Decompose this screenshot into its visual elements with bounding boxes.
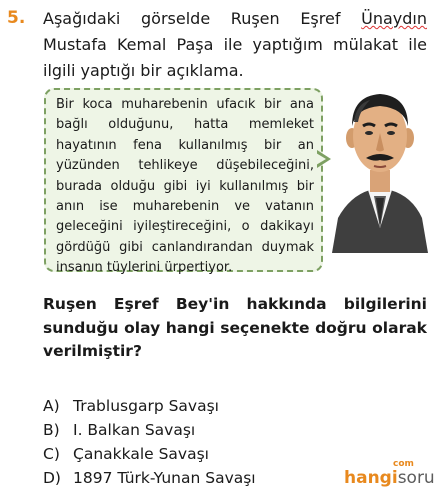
option-text: I. Balkan Savaşı [73,421,196,439]
option-text: Çanakkale Savaşı [73,445,209,463]
option-letter: B) [43,421,60,439]
brand-part: com [393,459,414,469]
option-text: 1897 Türk-Yunan Savaşı [73,469,256,487]
question-stem [43,6,427,84]
quote-line: yüzünden tehlikeye düşebileceğini, [56,158,314,174]
quote-line: anın ise muharebenin ve vatanın [56,198,314,214]
option-c[interactable] [43,442,343,466]
prompt-line: sunduğu olay hangi seçenekte doğru olarak [43,318,427,337]
option-letter: C) [43,445,60,463]
stem-line: Mustafa Kemal Paşa ile yaptığım mülakat ile [43,35,427,54]
quote-line: bağlı olduğunu, hatta memleket [56,117,314,133]
option-d[interactable] [43,466,343,490]
option-text: Trablusgarp Savaşı [73,397,219,415]
stem-underlined-word: Ünaydın [361,9,427,28]
quote-line: geleceğini iyileştireceğini, o dakikayı [56,219,314,235]
question-number: 5. [7,8,26,28]
quote-line: burada olduğu gibi iyi kullanılmış bir [56,178,314,194]
quote-line: Bir koca muharebenin ufacık bir ana [56,97,314,112]
quote-line: gördüğü gibi canlandırandan duymak [56,239,314,255]
quote-line: insanın tüylerini ürpertiyor. [56,260,233,276]
brand-part: soru [397,468,435,488]
brand-logo [344,459,435,488]
option-a[interactable] [43,394,343,418]
option-b[interactable] [43,418,343,442]
prompt-line: verilmiştir? [43,342,142,360]
option-letter: A) [43,397,60,415]
stem-line: Aşağıdaki görselde Ruşen Eşref Ünaydın [43,9,427,28]
question-prompt [43,293,427,364]
quote-text [56,95,314,279]
callout-pointer-fill [316,153,326,165]
answer-options [43,394,343,490]
prompt-line: Ruşen Eşref Bey'in hakkında bilgilerini [43,295,427,313]
stem-line: ilgili yaptığı bir açıklama. [43,61,244,80]
brand-part: hangi [344,468,398,488]
portrait-illustration [330,78,430,253]
quote-line: hayatının fena kullanılmış bir an [56,137,314,153]
option-letter: D) [43,469,61,487]
